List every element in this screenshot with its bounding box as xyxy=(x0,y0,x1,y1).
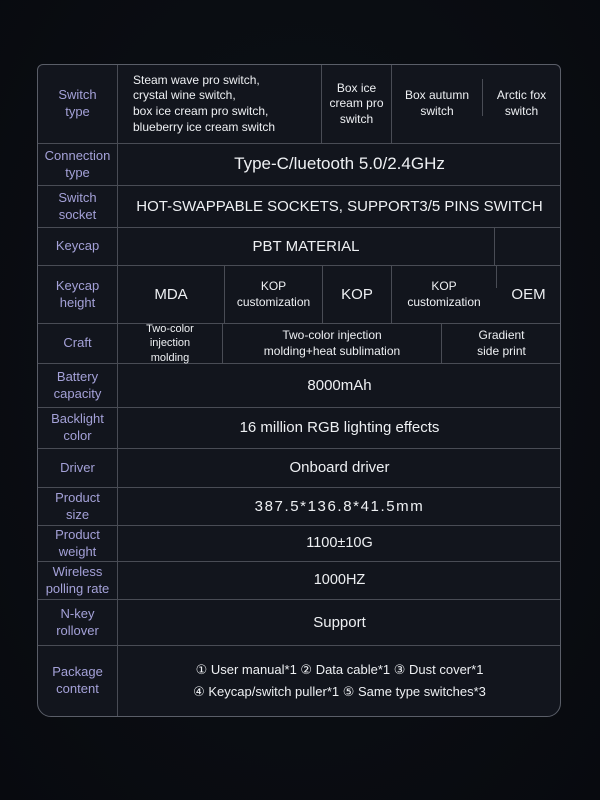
row-label: Switch socket xyxy=(38,186,118,227)
table-row xyxy=(38,143,560,185)
table-row xyxy=(38,265,560,323)
row-label: Driver xyxy=(38,449,118,487)
spec-cell: Box ice cream pro switch xyxy=(322,65,392,143)
spec-cell: Two-color injection molding xyxy=(118,324,223,363)
row-label: Keycap height xyxy=(38,266,118,323)
table-row xyxy=(38,227,560,265)
row-label: Wireless polling rate xyxy=(38,562,118,599)
table-row xyxy=(38,363,560,407)
spec-cell: 1100±10G xyxy=(306,535,373,552)
spec-cell: KOP customization xyxy=(225,266,323,323)
table-row xyxy=(38,487,560,525)
spec-cell: 1000HZ xyxy=(313,572,366,589)
row-label: Keycap xyxy=(38,228,118,265)
spec-cell xyxy=(495,228,561,265)
spec-cell: Two-color injection molding+heat sublimation xyxy=(223,324,442,363)
table-row xyxy=(38,323,560,363)
row-label: N-key rollover xyxy=(38,600,118,645)
table-row xyxy=(38,561,560,599)
spec-table xyxy=(37,64,561,717)
spec-cell: 387.5*136.8*41.5mm xyxy=(254,497,425,515)
spec-cell: 8000mAh xyxy=(307,376,372,394)
spec-cell: OEM xyxy=(511,285,546,303)
spec-cell: Type-C/luetooth 5.0/2.4GHz xyxy=(234,154,445,174)
row-label: Connection type xyxy=(38,144,118,185)
row-label: Product size xyxy=(38,488,118,525)
table-row xyxy=(38,185,560,227)
row-label: Battery capacity xyxy=(38,364,118,407)
row-label: Switch type xyxy=(38,65,118,143)
table-row xyxy=(38,448,560,487)
table-row xyxy=(38,65,560,143)
row-label: Backlight color xyxy=(38,408,118,448)
spec-cell: MDA xyxy=(118,266,225,323)
spec-cell: KOP xyxy=(323,266,392,323)
row-label: Product weight xyxy=(38,526,118,561)
spec-cell: HOT-SWAPPABLE SOCKETS, SUPPORT3/5 PINS SWITCH xyxy=(136,197,543,215)
table-row xyxy=(38,407,560,448)
spec-cell: Arctic fox switch xyxy=(496,88,547,118)
spec-cell: Gradient side print xyxy=(477,327,526,358)
spec-cell: PBT MATERIAL xyxy=(118,228,495,265)
table-row xyxy=(38,599,560,645)
spec-cell: Onboard driver xyxy=(289,459,390,477)
row-label: Package content xyxy=(38,646,118,716)
table-row xyxy=(38,645,560,716)
spec-cell: Steam wave pro switch, crystal wine switch, box ice cream pro switch, blueberry ice cream switch xyxy=(118,65,322,143)
spec-cell: 16 million RGB lighting effects xyxy=(239,419,440,437)
row-label: Craft xyxy=(38,324,118,363)
spec-cell: Box autumn switch xyxy=(392,65,482,143)
table-row xyxy=(38,525,560,561)
spec-cell: KOP customization xyxy=(392,266,496,323)
spec-cell: ① User manual*1 ② Data cable*1 ③ Dust cover*1 ④ Keycap/switch puller*1 ⑤ Same type switches*3 xyxy=(193,661,486,699)
spec-cell: Support xyxy=(313,613,366,631)
